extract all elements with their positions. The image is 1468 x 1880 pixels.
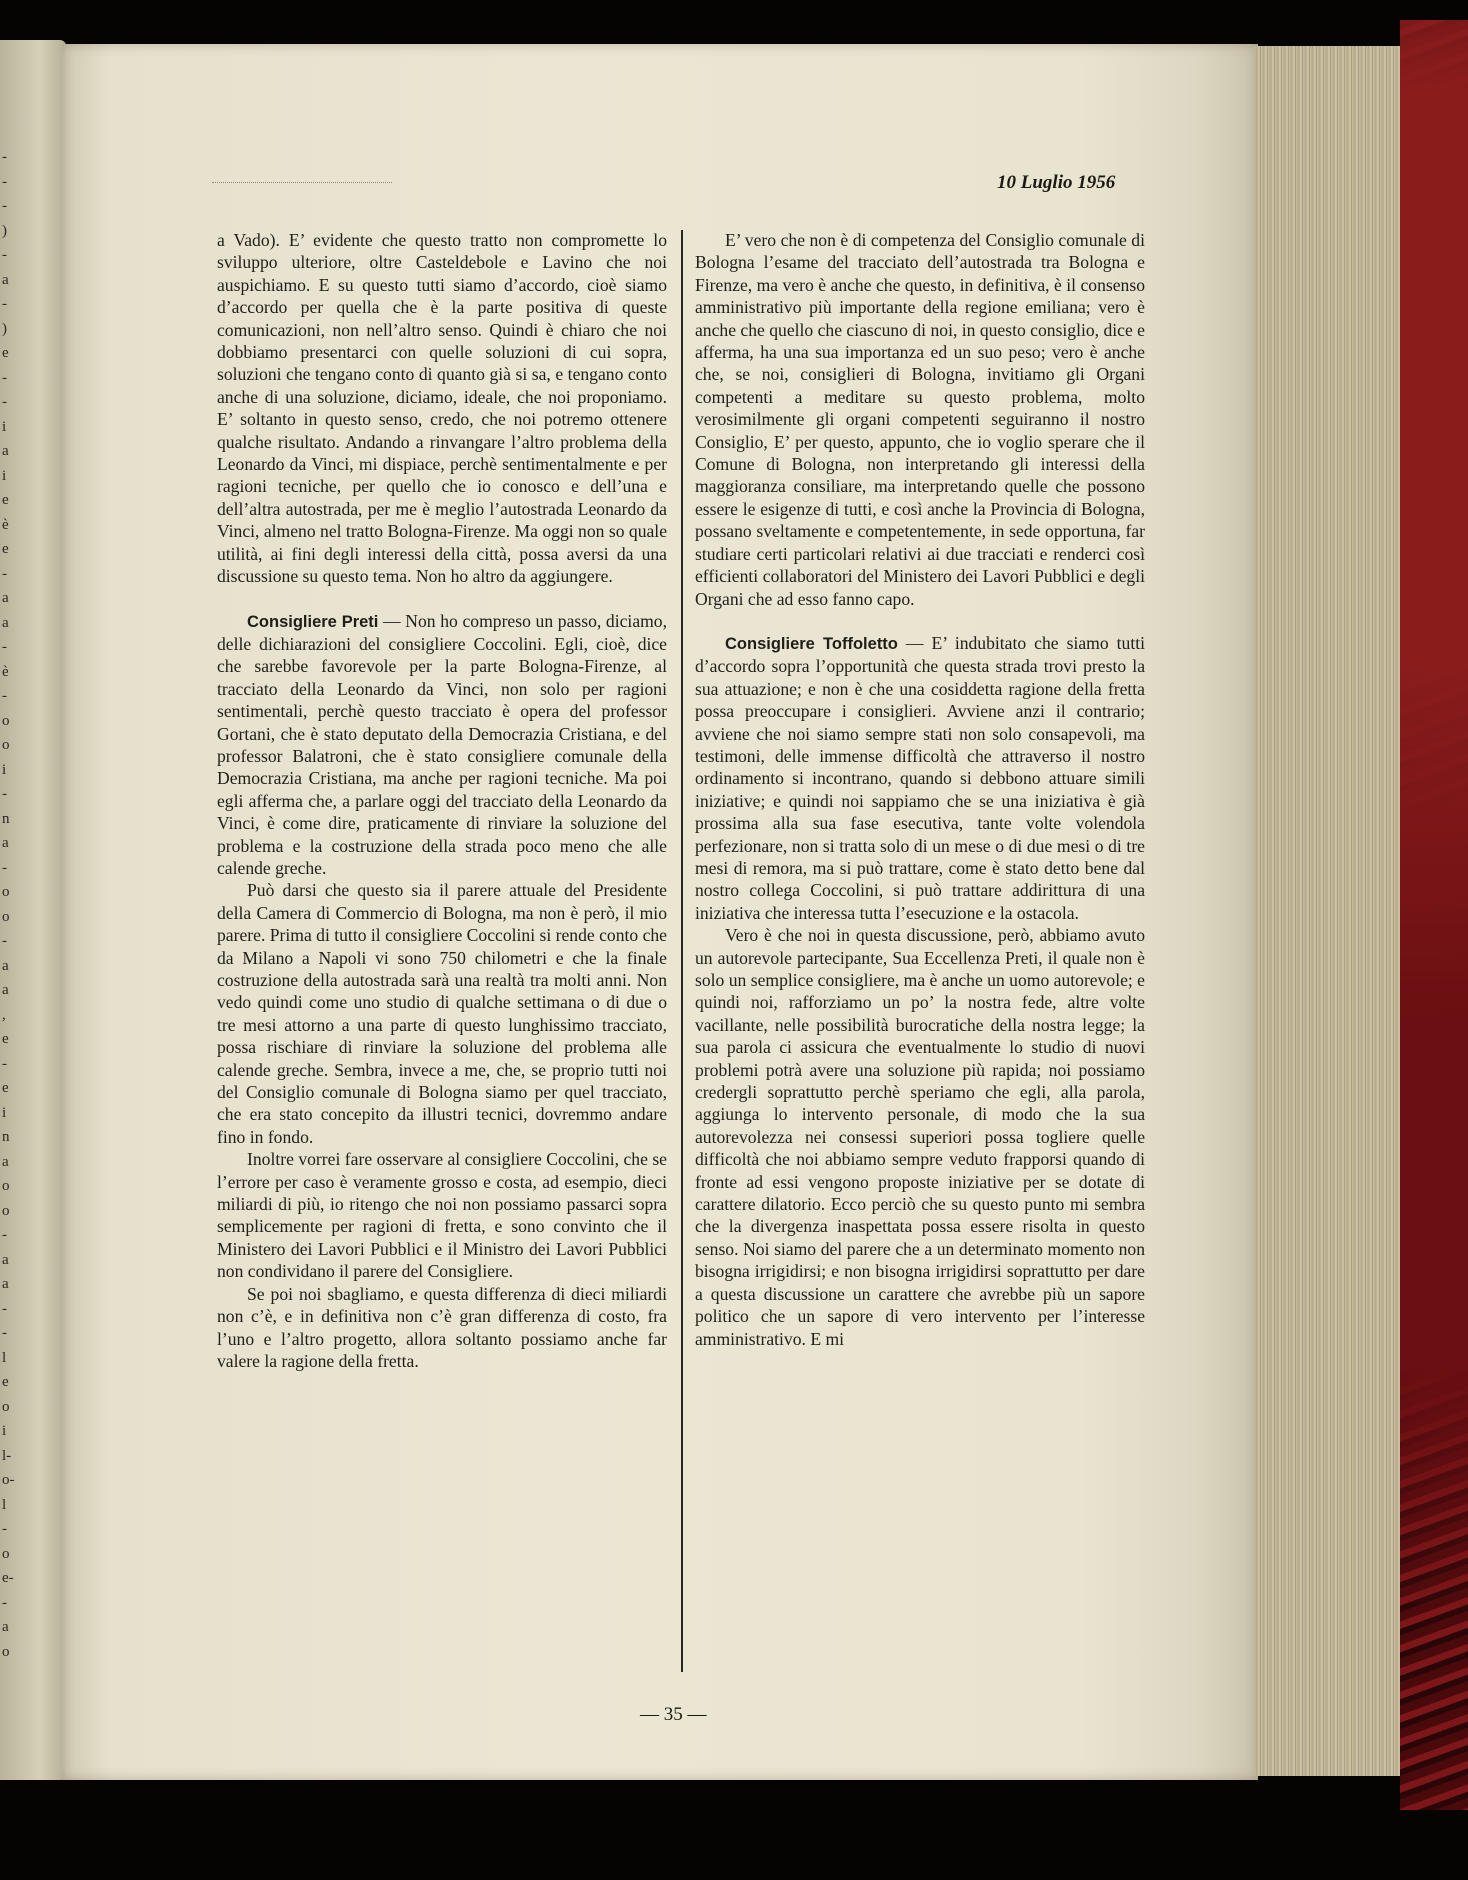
- edge-letter: e: [2, 1080, 9, 1096]
- edge-letter: a: [2, 982, 9, 998]
- edge-letter: -: [2, 1325, 7, 1341]
- edge-letter: e: [2, 1031, 9, 1047]
- edge-letter: è: [2, 663, 9, 680]
- edge-letter: i: [2, 467, 7, 484]
- book-page-block: [1254, 46, 1404, 1776]
- paragraph-text: — Non ho compreso un passo, diciamo, delle dichiarazioni del consigliere Coccolini. Egli, cioè, dice che sarebbe favorevole per la parte Bologna-Firenze, al tracciato della Leonardo da Vinci, non solo per ragioni sentimentali, perchè questo tracciato è opera del professor Gortani, che è stato deputato della Democrazia Cristiana, e del professor Balatroni, che è stato consigliere comunale della Democrazia Cristiana, ma anche per ragioni tecniche. Ma poi egli afferma che, a parlare oggi del tracciato della Leonardo da Vinci, è come dire, praticamente di rinviare la soluzione del problema e la costruzione della strada poco meno che alle calende greche.: [217, 610, 668, 878]
- edge-letter: ): [2, 222, 7, 239]
- edge-letter: a: [2, 443, 9, 459]
- paragraph: [217, 1283, 667, 1373]
- edge-letter: e: [2, 492, 9, 508]
- paragraph-text: — E’ indubitato che siamo tutti d’accordo sopra l’opportunità che questa strada trovi presto la sua attuazione; e non è che una cosiddetta ragione della fretta possa preoccupare i consiglieri. Avviene anzi il contrario; avviene che noi siamo sempre stati non solo consapevoli, ma testimoni, delle immense difficoltà che attraverso il nostro ordinamento si incontrano, quando si debbono attuare simili iniziative; e quindi noi sappiamo che se una iniziativa è già prossima alla sua fase esecutiva, tante volte volendola perfezionare, non si tratta solo di un mese o di due mesi o di tre mesi di remora, ma si può trattare, come è stato detto bene dal nostro collega Coccolini, si può trattare addirittura di una iniziativa che interessa tutta l’esecuzione e la ostacola.: [695, 632, 1145, 923]
- edge-letter: a: [2, 1276, 9, 1292]
- column-divider: [681, 230, 683, 1672]
- edge-letter: o: [2, 1178, 10, 1194]
- paragraph: [695, 229, 1145, 610]
- edge-letter: e: [2, 541, 9, 557]
- edge-letter: n: [2, 810, 10, 827]
- edge-letter: -: [2, 247, 7, 263]
- header-rule: [212, 182, 392, 183]
- edge-letter: è: [2, 516, 9, 533]
- paragraph-text: Inoltre vorrei fare osservare al consigliere Coccolini, che se l’errore per caso è veramente grosso e costa, ad esempio, dieci miliardi di più, io ritengo che noi non possiamo passarci sopra semplicemente per ragioni di fretta, e sono convinto che il Ministero dei Lavori Pubblici e il Ministro dei Lavori Pubblici non condividano il parere del Consigliere.: [217, 1149, 667, 1282]
- edge-letter: -: [2, 1055, 7, 1072]
- edge-letter: o: [2, 908, 10, 925]
- edge-letter: o: [2, 1398, 10, 1415]
- edge-letter: -: [2, 1521, 7, 1537]
- edge-letter: a: [2, 1153, 9, 1170]
- edge-letter: e: [2, 345, 9, 361]
- edge-letter: ): [2, 320, 7, 337]
- edge-letter: i: [2, 1423, 7, 1439]
- edge-letter: -: [2, 149, 7, 165]
- edge-letter: o-: [2, 1472, 15, 1488]
- edge-letter: a: [2, 614, 9, 631]
- speaker-name: Consigliere Toffoletto: [725, 634, 898, 653]
- edge-letter: -: [2, 198, 7, 214]
- edge-letter: ,: [2, 1006, 6, 1023]
- page-header-date: 10 Luglio 1956: [997, 172, 1116, 193]
- paragraph: [695, 924, 1145, 1350]
- edge-letter: i: [2, 761, 7, 778]
- edge-letter: i: [2, 418, 7, 435]
- edge-letter: a: [2, 1619, 9, 1635]
- paragraph-text: a Vado). E’ evidente che questo tratto non compromette lo sviluppo ulteriore, oltre Casteldebole e Lavino che noi auspichiamo. E su questo tutti siamo d’accordo, cioè siamo d’accordo per quella che è la parte positiva di queste comunicazioni, non nell’altro senso. Quindi è chiaro che noi dobbiamo presentarci con quelle soluzioni di cui sopra, soluzioni che tengano conto di quanto già si sa, e tengano conto anche di una soluzione, diciamo, ideale, che noi proponiamo. E’ soltanto in questo senso, credo, che noi potremo ottenere qualche risultato. Andando a rinvangare l’altro problema della Leonardo da Vinci, mi dispiace, perchè sentimentalmente e per ragioni tecniche, per quello che io conosco e dell’una e dell’altra autostrada, per me è meglio l’autostrada Leonardo da Vinci, almeno nel tratto Bologna-Firenze. Ma oggi non so quale utilità, ai fini degli interessi della città, possa aversi da una discussione su questo tema. Non ho altro da aggiungere.: [217, 230, 667, 587]
- paragraph: [217, 1148, 667, 1282]
- paragraph-text: E’ vero che non è di competenza del Consiglio comunale di Bologna l’esame del tracciato dell’autostrada tra Bologna e Firenze, ma vero è anche che questo, in definitiva, è il consenso amministrativo più importante della regione emiliana; vero è anche che quello che ciascuno di noi, in questo consiglio, dice e afferma, ha una sua importanza ed un suo peso; vero è anche che, se noi, consiglieri di Bologna, invitiamo gli Organi competenti a meditare su questo problema, molto verosimilmente gli organi competenti seguiranno il nostro Consiglio, E’ per questo, appunto, che io voglio sperare che il Comune di Bologna, non interpretando gli interessi della maggioranza consiliare, ma interpretando quelle che possono essere le esigenze di tutti, e così anche la Provincia di Bologna, possano sveltamente e competentemente, in sede opportuna, far studiare certi particolari relativi ai due tracciati e renderci così efficienti collaboratori del Ministero dei Lavori Pubblici e degli Organi che ad esso fanno capo.: [695, 230, 1145, 609]
- paragraph: [217, 879, 667, 1148]
- paragraph-text: Può darsi che questo sia il parere attuale del Presidente della Camera di Commercio di Bologna, ma non è però, il mio parere. Prima di tutto il consigliere Coccolini si rende conto che da Milano a Napoli vi sono 750 chilometri e che la finale costruzione della autostrada sarà una realtà tra molti anni. Non vedo quindi come uno studio di qualche settimana o di due o tre mesi attorno a una parte di questo lunghissimo tracciato, possa rischiare di rinviare la soluzione del problema alle calende greche. Sembra, invece a me, che, se proprio tutti noi del Consiglio comunale di Bologna siamo per quel tracciato, che era stato concepito da illustri tecnici, dovremmo andare fino in fondo.: [217, 880, 667, 1147]
- edge-letter: -: [2, 369, 7, 386]
- edge-letter: a: [2, 1251, 9, 1268]
- edge-letter: o: [2, 1545, 10, 1562]
- edge-letter: e: [2, 1374, 9, 1390]
- edge-letter: o: [2, 712, 10, 729]
- page-number: — 35 —: [640, 1704, 707, 1725]
- speaker-name: Consigliere Preti: [247, 612, 379, 631]
- edge-letter: -: [2, 1300, 7, 1317]
- edge-letter: -: [2, 394, 7, 410]
- edge-letter: o: [2, 737, 10, 753]
- page: [62, 44, 1258, 1780]
- edge-letter: -: [2, 173, 7, 190]
- paragraph: [217, 610, 667, 880]
- edge-letter: -: [2, 296, 7, 312]
- edge-letter: l-: [2, 1447, 12, 1464]
- edge-letter: l: [2, 1349, 7, 1366]
- edge-letter: -: [2, 786, 7, 802]
- edge-letter: -: [2, 1227, 7, 1243]
- edge-letter: -: [2, 933, 7, 949]
- paragraph-text: Vero è che noi in questa discussione, però, abbiamo avuto un autorevole partecipante, Sua Eccellenza Preti, il quale non è solo un semplice consigliere, ma è anche un uomo autorevole; e quindi noi, rafforziamo un po’ la nostra fede, altre volte vacillante, nelle possibilità burocratiche della nostra legge; la sua parola ci assicura che eventualmente lo studio di nuovi problemi potrà avere una soluzione più rapida; noi possiamo credergli soprattutto perchè speriamo che egli, alla parola, aggiunga lo intervento personale, di modo che la sua autorevolezza nei consessi superiori possa togliere quelle difficoltà che noi abbiamo sempre veduto frapporsi quando di fronte ad essi vengono proposte iniziative per se dotate di carattere dilatorio. Ecco perciò che su questo punto mi sembra che la divergenza inaspettata possa essere risolta in questo senso. Noi siamo del parere che a un determinato momento non bisogna irrigidirsi; e non bisogna irrigidirsi soprattutto per dare a questa discussione un carattere che avrebbe più un sapore politico che un sapore di vero intervento per l’interesse amministrativo. E mi: [695, 925, 1145, 1349]
- edge-letter: a: [2, 957, 9, 974]
- edge-letter: -: [2, 688, 7, 704]
- edge-letter: o: [2, 1643, 10, 1660]
- edge-letter: o: [2, 884, 10, 900]
- edge-letter: n: [2, 1129, 10, 1145]
- edge-letter: -: [2, 639, 7, 655]
- edge-letter: o: [2, 1202, 10, 1219]
- book-cover: [1400, 20, 1468, 1810]
- edge-letter: a: [2, 835, 9, 851]
- edge-letter: -: [2, 859, 7, 876]
- edge-letter: a: [2, 271, 9, 288]
- edge-letter: l: [2, 1496, 7, 1513]
- edge-letter: a: [2, 590, 9, 606]
- paragraph: [695, 632, 1145, 924]
- edge-letter: i: [2, 1104, 7, 1121]
- edge-letter: e-: [2, 1570, 14, 1586]
- edge-letter: -: [2, 565, 7, 582]
- right-column: [695, 229, 1145, 1350]
- edge-letter: -: [2, 1594, 7, 1611]
- paragraph: [217, 229, 667, 588]
- paragraph-text: Se poi noi sbagliamo, e questa differenza di dieci miliardi non c’è, e in definitiva non c’è gran differenza di costo, fra l’uno e l’altro progetto, allora soltanto possiamo anche far valere la ragione della fretta.: [217, 1283, 667, 1371]
- left-column: [217, 229, 667, 1372]
- left-page-edge: [0, 40, 66, 1780]
